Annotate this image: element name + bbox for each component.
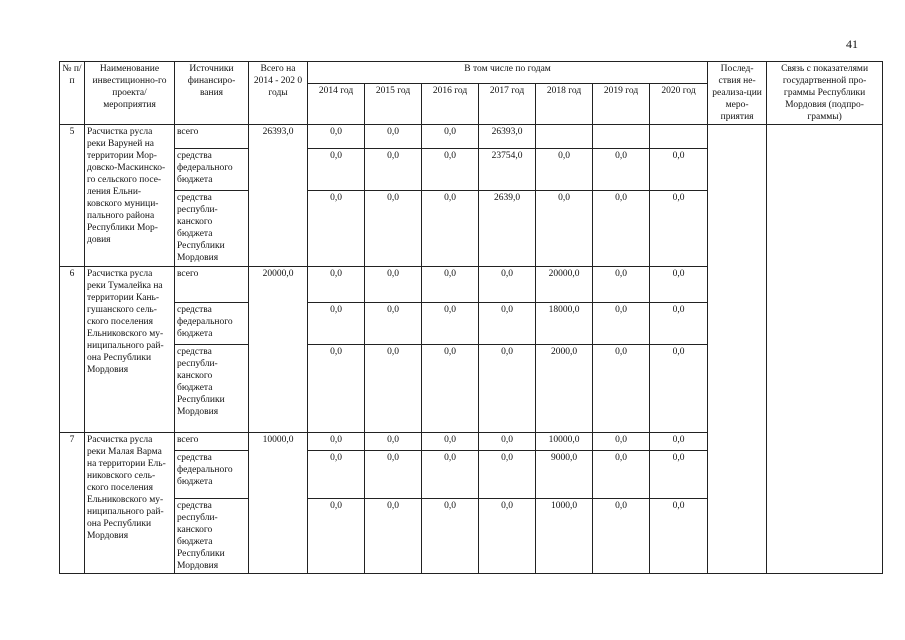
header-year: 2018 год: [536, 84, 593, 125]
header-sources: Источники финансиро-вания: [175, 62, 249, 125]
total-value: 20000,0: [249, 267, 308, 433]
year-value: 0,0: [308, 303, 365, 345]
funding-source: средства республи-канского бюджета Республики Мордовия: [175, 345, 249, 433]
year-value: 0,0: [308, 191, 365, 267]
year-value: 23754,0: [479, 149, 536, 191]
year-value: 0,0: [308, 149, 365, 191]
year-value: 1000,0: [536, 499, 593, 574]
year-value: 0,0: [593, 267, 650, 303]
funding-source: средства республи-канского бюджета Республики Мордовия: [175, 499, 249, 574]
page-number: 41: [846, 37, 858, 51]
funding-source: всего: [175, 267, 249, 303]
year-value: 0,0: [536, 149, 593, 191]
funding-source: средства федерального бюджета: [175, 451, 249, 499]
year-value: 0,0: [479, 345, 536, 433]
year-value: 0,0: [650, 303, 708, 345]
year-value: 0,0: [593, 433, 650, 451]
year-value: 9000,0: [536, 451, 593, 499]
year-value: 0,0: [650, 267, 708, 303]
year-value: 2639,0: [479, 191, 536, 267]
header-year: 2016 год: [422, 84, 479, 125]
header-year: 2019 год: [593, 84, 650, 125]
header-year: 2014 год: [308, 84, 365, 125]
year-value: 0,0: [593, 345, 650, 433]
year-value: 0,0: [593, 499, 650, 574]
funding-source: всего: [175, 433, 249, 451]
year-value: [593, 125, 650, 149]
year-value: 0,0: [650, 451, 708, 499]
header-name: Наименование инвестиционно-го проекта/ мероприятия: [85, 62, 175, 125]
year-value: 10000,0: [536, 433, 593, 451]
funding-source: всего: [175, 125, 249, 149]
year-value: 0,0: [479, 499, 536, 574]
year-value: 18000,0: [536, 303, 593, 345]
funding-source: средства федерального бюджета: [175, 303, 249, 345]
year-value: 0,0: [308, 267, 365, 303]
header-by-years: В том числе по годам: [308, 62, 708, 84]
header-total: Всего на 2014 - 202 0 годы: [249, 62, 308, 125]
year-value: 0,0: [365, 303, 422, 345]
header-year: 2020 год: [650, 84, 708, 125]
consequences-cell: [708, 125, 767, 574]
year-value: 26393,0: [479, 125, 536, 149]
year-value: 0,0: [308, 433, 365, 451]
row-num: 6: [60, 267, 85, 433]
year-value: 0,0: [365, 345, 422, 433]
year-value: 0,0: [650, 149, 708, 191]
year-value: 0,0: [365, 125, 422, 149]
year-value: 0,0: [650, 433, 708, 451]
funding-source: средства федерального бюджета: [175, 149, 249, 191]
year-value: 0,0: [365, 433, 422, 451]
year-value: 2000,0: [536, 345, 593, 433]
header-num: № п/п: [60, 62, 85, 125]
header-year: 2017 год: [479, 84, 536, 125]
year-value: 0,0: [650, 191, 708, 267]
link-cell: [767, 125, 883, 574]
year-value: 0,0: [422, 267, 479, 303]
year-value: 0,0: [308, 451, 365, 499]
year-value: 0,0: [422, 433, 479, 451]
year-value: 0,0: [365, 267, 422, 303]
year-value: 0,0: [365, 191, 422, 267]
year-value: 0,0: [422, 149, 479, 191]
project-name: Расчистка русла реки Тумалейка на территории Кань-гушанского сель-ского поселения Ельниковского му-ниципального рай-она Республики Мордовия: [85, 267, 175, 433]
year-value: 0,0: [365, 149, 422, 191]
total-value: 10000,0: [249, 433, 308, 574]
year-value: 0,0: [593, 451, 650, 499]
year-value: 0,0: [593, 149, 650, 191]
funding-source: средства республи-канского бюджета Республики Мордовия: [175, 191, 249, 267]
year-value: 0,0: [593, 303, 650, 345]
year-value: 0,0: [308, 125, 365, 149]
header-year: 2015 год: [365, 84, 422, 125]
header-consequences: Послед-ствия не-реализа-ции меро-приятия: [708, 62, 767, 125]
year-value: [536, 125, 593, 149]
year-value: 0,0: [479, 267, 536, 303]
header-link: Связь с показателями государтвенной про-граммы Республики Мордовия (подпро-граммы): [767, 62, 883, 125]
year-value: 0,0: [365, 499, 422, 574]
year-value: 0,0: [479, 433, 536, 451]
year-value: 0,0: [422, 345, 479, 433]
year-value: 0,0: [308, 345, 365, 433]
project-name: Расчистка русла реки Малая Варма на территории Ель-никовского сель-ского поселения Ельниковского му-ниципального рай-она Республики Мордовия: [85, 433, 175, 574]
year-value: 0,0: [422, 303, 479, 345]
total-value: 26393,0: [249, 125, 308, 267]
year-value: 0,0: [422, 499, 479, 574]
row-num: 5: [60, 125, 85, 267]
year-value: 20000,0: [536, 267, 593, 303]
year-value: 0,0: [422, 125, 479, 149]
year-value: 0,0: [422, 191, 479, 267]
year-value: 0,0: [479, 303, 536, 345]
year-value: 0,0: [593, 191, 650, 267]
year-value: 0,0: [650, 499, 708, 574]
year-value: 0,0: [479, 451, 536, 499]
table-row: [60, 125, 883, 149]
year-value: 0,0: [650, 345, 708, 433]
project-name: Расчистка русла реки Варуней на территории Мор-довско-Маскинско-го сельского посе-ления Ельни-ковского муници-пального района Республики Мор-довия: [85, 125, 175, 267]
year-value: 0,0: [308, 499, 365, 574]
year-value: 0,0: [422, 451, 479, 499]
year-value: [650, 125, 708, 149]
year-value: 0,0: [536, 191, 593, 267]
investment-table: [59, 61, 883, 574]
year-value: 0,0: [365, 451, 422, 499]
row-num: 7: [60, 433, 85, 574]
